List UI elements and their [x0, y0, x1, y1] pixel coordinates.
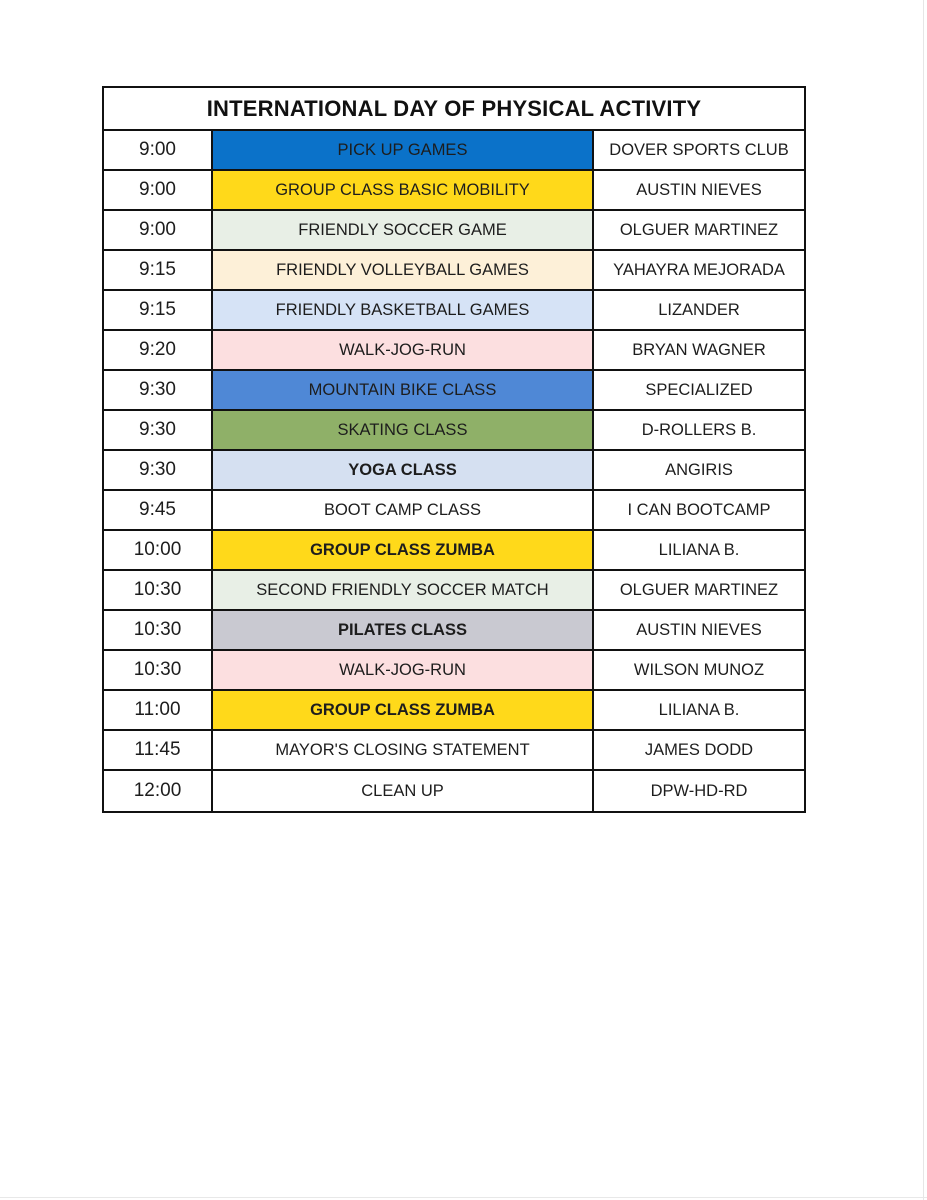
time-cell: 9:30: [104, 411, 213, 449]
time-cell: 9:20: [104, 331, 213, 369]
activity-cell: FRIENDLY SOCCER GAME: [213, 211, 594, 249]
time-cell: 9:45: [104, 491, 213, 529]
leader-cell: OLGUER MARTINEZ: [619, 220, 779, 239]
activity-cell: WALK-JOG-RUN: [213, 651, 594, 689]
schedule-row: [104, 331, 804, 371]
time-cell: 11:45: [104, 731, 213, 769]
time-cell: 9:00: [104, 211, 213, 249]
leader-cell: D-ROLLERS B.: [641, 420, 757, 439]
schedule-row: [104, 531, 804, 571]
schedule-row: [104, 251, 804, 291]
leader-cell: LILIANA B.: [658, 540, 740, 559]
leader-cell: ANGIRIS: [665, 460, 733, 479]
time-cell: 9:30: [104, 451, 213, 489]
activity-cell: GROUP CLASS BASIC MOBILITY: [213, 171, 594, 209]
time-cell: 10:30: [104, 571, 213, 609]
schedule-row: [104, 571, 804, 611]
activity-cell: PILATES CLASS: [213, 611, 594, 649]
leader-cell: AUSTIN NIEVES: [636, 180, 762, 199]
leader-cell: WILSON MUNOZ: [633, 660, 765, 679]
schedule-row: [104, 611, 804, 651]
schedule-row: [104, 211, 804, 251]
time-cell: 9:15: [104, 291, 213, 329]
schedule-rows: [104, 131, 804, 811]
time-cell: 11:00: [104, 691, 213, 729]
activity-cell: WALK-JOG-RUN: [213, 331, 594, 369]
schedule-table: [102, 86, 806, 813]
schedule-row: [104, 771, 804, 811]
schedule-row: [104, 131, 804, 171]
activity-cell: GROUP CLASS ZUMBA: [213, 691, 594, 729]
leader-cell: DOVER SPORTS CLUB: [609, 140, 789, 159]
time-cell: 10:00: [104, 531, 213, 569]
activity-cell: FRIENDLY BASKETBALL GAMES: [213, 291, 594, 329]
leader-cell: JAMES DODD: [644, 740, 754, 759]
leader-cell: SPECIALIZED: [645, 380, 753, 399]
activity-cell: MOUNTAIN BIKE CLASS: [213, 371, 594, 409]
time-cell: 10:30: [104, 611, 213, 649]
table-title: INTERNATIONAL DAY OF PHYSICAL ACTIVITY: [104, 88, 804, 131]
leader-cell: YAHAYRA MEJORADA: [613, 260, 785, 279]
leader-cell: DPW-HD-RD: [650, 781, 748, 800]
schedule-row: [104, 731, 804, 771]
leader-cell: AUSTIN NIEVES: [636, 620, 762, 639]
schedule-row: [104, 691, 804, 731]
time-cell: 9:30: [104, 371, 213, 409]
activity-cell: YOGA CLASS: [213, 451, 594, 489]
time-cell: 9:00: [104, 131, 213, 169]
activity-cell: FRIENDLY VOLLEYBALL GAMES: [213, 251, 594, 289]
activity-cell: PICK UP GAMES: [213, 131, 594, 169]
time-cell: 9:00: [104, 171, 213, 209]
activity-cell: CLEAN UP: [213, 771, 594, 811]
page-edge-bottom: [0, 1197, 927, 1198]
activity-cell: SECOND FRIENDLY SOCCER MATCH: [213, 571, 594, 609]
page-edge-right: [923, 0, 924, 1200]
activity-cell: SKATING CLASS: [213, 411, 594, 449]
leader-cell: LIZANDER: [658, 300, 740, 319]
schedule-row: [104, 651, 804, 691]
time-cell: 10:30: [104, 651, 213, 689]
leader-cell: OLGUER MARTINEZ: [619, 580, 779, 599]
schedule-row: [104, 291, 804, 331]
activity-cell: GROUP CLASS ZUMBA: [213, 531, 594, 569]
schedule-row: [104, 491, 804, 531]
schedule-row: [104, 411, 804, 451]
schedule-row: [104, 171, 804, 211]
leader-cell: I CAN BOOTCAMP: [627, 500, 771, 519]
schedule-row: [104, 371, 804, 411]
time-cell: 12:00: [104, 771, 213, 811]
leader-cell: BRYAN WAGNER: [632, 340, 766, 359]
schedule-row: [104, 451, 804, 491]
leader-cell: LILIANA B.: [658, 700, 740, 719]
activity-cell: MAYOR'S CLOSING STATEMENT: [213, 731, 594, 769]
time-cell: 9:15: [104, 251, 213, 289]
activity-cell: BOOT CAMP CLASS: [213, 491, 594, 529]
